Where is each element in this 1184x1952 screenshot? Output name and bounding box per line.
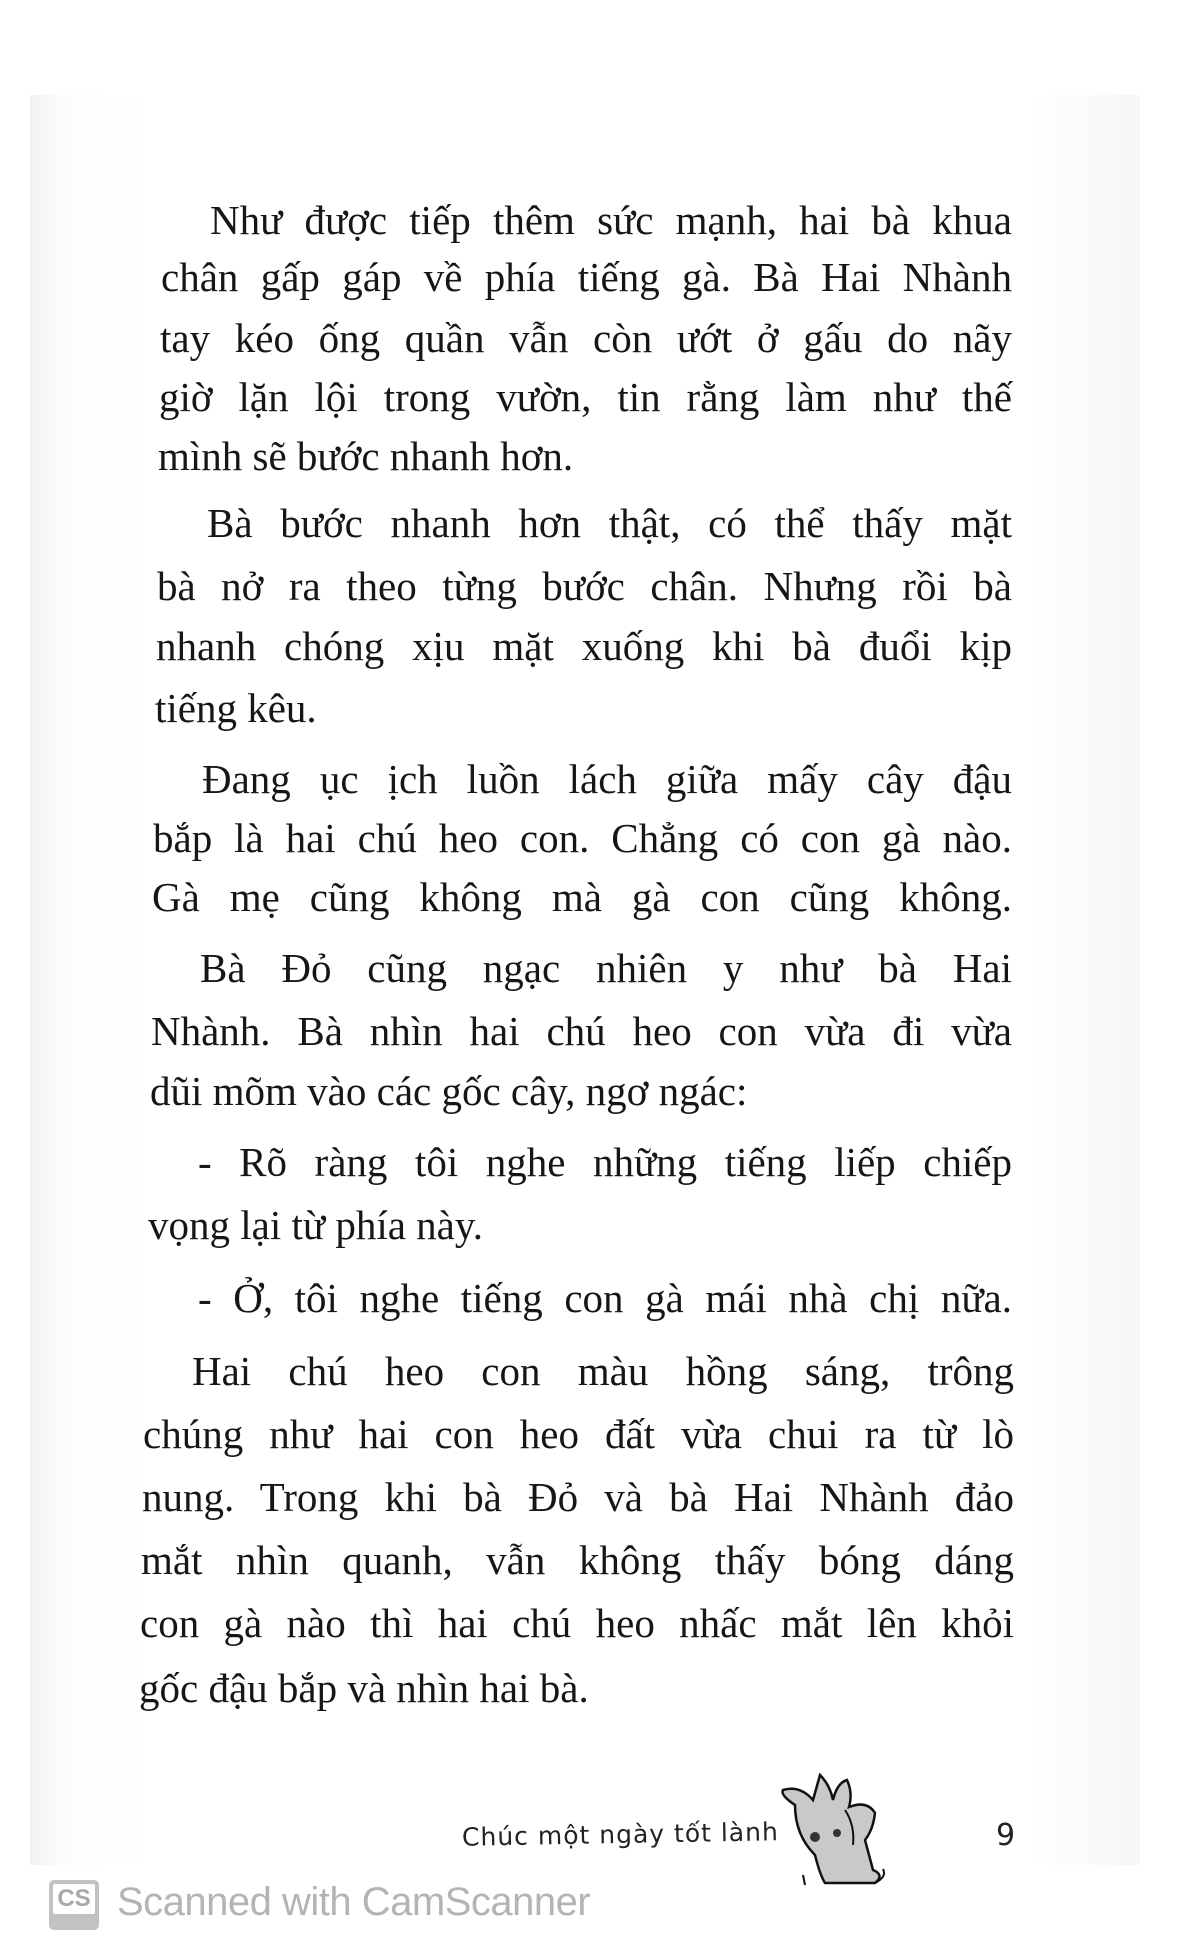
text-line: con gà nào thì hai chú heo nhấc mắt lên khỏi bbox=[140, 1600, 1014, 1646]
text-line: bà nở ra theo từng bước chân. Nhưng rồi bà bbox=[157, 563, 1012, 609]
text-line: mình sẽ bước nhanh hơn. bbox=[158, 433, 574, 479]
text-line: Bà Đỏ cũng ngạc nhiên y như bà Hai bbox=[200, 945, 1012, 991]
text-line: bắp là hai chú heo con. Chẳng có con gà nào. bbox=[153, 815, 1012, 861]
text-line: Như được tiếp thêm sức mạnh, hai bà khua bbox=[210, 197, 1012, 243]
camscanner-logo-text: CS bbox=[53, 1884, 95, 1914]
text-line: Hai chú heo con màu hồng sáng, trông bbox=[192, 1348, 1014, 1394]
pigs-illustration bbox=[775, 1765, 935, 1890]
text-line: Đang ục ịch luồn lách giữa mấy cây đậu bbox=[202, 756, 1012, 802]
text-line: tiếng kêu. bbox=[155, 685, 317, 731]
text-line: mắt nhìn quanh, vẫn không thấy bóng dáng bbox=[141, 1537, 1014, 1583]
footer-book-title: Chúc một ngày tốt lành bbox=[461, 1817, 780, 1852]
text-line: Bà bước nhanh hơn thật, có thể thấy mặt bbox=[207, 500, 1012, 546]
text-line: - Rõ ràng tôi nghe những tiếng liếp chiếp bbox=[198, 1139, 1012, 1185]
camscanner-logo-icon bbox=[49, 1880, 99, 1930]
camscanner-watermark: Scanned with CamScanner bbox=[117, 1880, 591, 1924]
text-line: Gà mẹ cũng không mà gà con cũng không. bbox=[152, 874, 1012, 920]
text-line: vọng lại từ phía này. bbox=[148, 1202, 483, 1248]
text-line: tay kéo ống quần vẫn còn ướt ở gấu do nãy bbox=[160, 315, 1012, 361]
text-line: chân gấp gáp về phía tiếng gà. Bà Hai Nhành bbox=[161, 254, 1012, 300]
text-line: - Ở, tôi nghe tiếng con gà mái nhà chị nữa. bbox=[198, 1275, 1012, 1321]
text-line: Nhành. Bà nhìn hai chú heo con vừa đi vừa bbox=[151, 1008, 1012, 1054]
text-line: chúng như hai con heo đất vừa chui ra từ lò bbox=[143, 1411, 1014, 1457]
text-line: dũi mõm vào các gốc cây, ngơ ngác: bbox=[150, 1068, 748, 1114]
text-line: nung. Trong khi bà Đỏ và bà Hai Nhành đảo bbox=[142, 1474, 1014, 1520]
text-line: gốc đậu bắp và nhìn hai bà. bbox=[139, 1665, 589, 1711]
text-line: nhanh chóng xịu mặt xuống khi bà đuổi kịp bbox=[156, 623, 1012, 669]
text-line: giờ lặn lội trong vườn, tin rằng làm như thế bbox=[159, 374, 1012, 420]
page-number: 9 bbox=[996, 1818, 1016, 1853]
